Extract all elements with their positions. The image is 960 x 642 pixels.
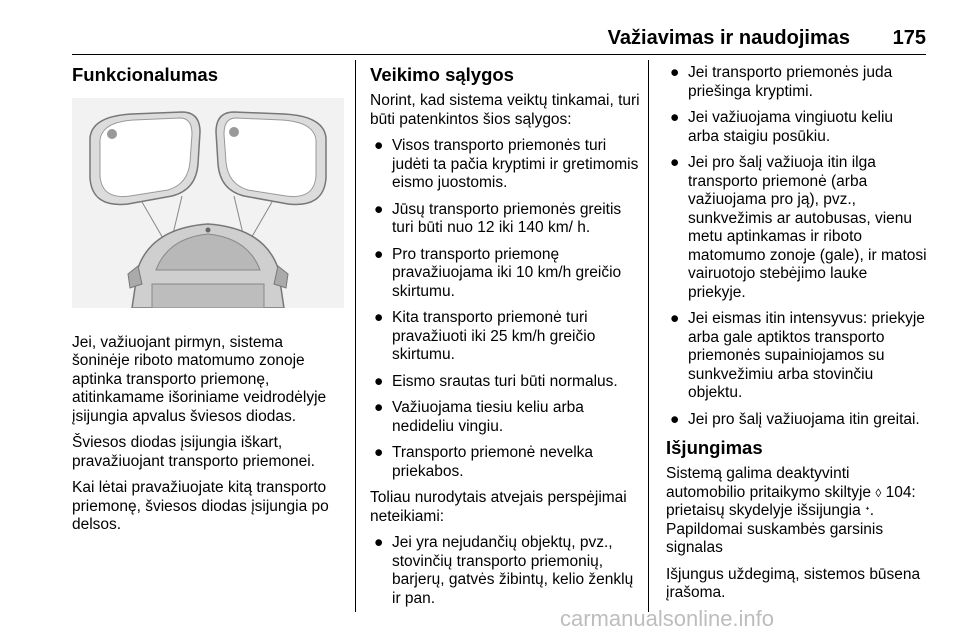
bullet-icon: ● xyxy=(374,444,384,461)
list-item: ● Važiuojama tiesiu keliu arba nedideliu vingiu. xyxy=(374,399,584,435)
section-heading-deactivation: Išjungimas xyxy=(666,437,763,458)
column-functionality xyxy=(72,64,344,543)
list-item: ● Jei yra nejudančių objektų, pvz., stovinčių transporto priemonių, barjerų, gatvės žibintų, kelio ženklų ir pan. xyxy=(374,534,634,607)
side-blind-zone-icon: ᐩ xyxy=(865,504,870,518)
list-item: ● Jei eismas itin intensyvus: priekyje arba gale aptiktos transporto priemonės supainiojamos su sunkvežimiu arba stovinčiu objektu. xyxy=(670,310,925,401)
list-item: ● Jei pro šalį važiuoja itin ilga transporto priemonė (arba važiuojama pro ją), pvz., sunkvežimis ar autobusas, vienu metu aptinkamas ir riboto matomumo zonoje (gale), ir matosi vairuotojo stebėjimo lauke priekyje. xyxy=(670,154,927,301)
bullet-icon: ● xyxy=(670,310,680,327)
bullet-icon: ● xyxy=(374,534,384,551)
page-number: 175 xyxy=(892,27,926,49)
list-item: ● Jei transporto priemonės juda priešinga kryptimi. xyxy=(670,64,893,100)
bullet-icon: ● xyxy=(670,154,680,171)
chapter-title: Važiavimas ir naudojimas xyxy=(607,27,850,49)
no-warning-list-continued xyxy=(666,64,928,429)
column-divider xyxy=(355,60,356,612)
paragraph: Išjungus uždegimą, sistemos būsena įrašoma. xyxy=(666,565,921,601)
column-operating-conditions xyxy=(370,64,640,616)
paragraph: Sistemą galima deaktyvinti automobilio pritaikymo skiltyje ◊ 104: prietaisų skydelyje išsijungia ᐩ. Papildomai suskambės garsinis signalas xyxy=(666,465,916,556)
watermark: carmanualsonline.info xyxy=(560,606,775,631)
header-rule xyxy=(72,54,926,55)
bullet-icon: ● xyxy=(670,64,680,81)
conditions-list xyxy=(370,137,640,481)
list-item: ● Pro transporto priemonę pravažiuojama iki 10 km/h greičio skirtumu. xyxy=(374,245,622,300)
paragraph: Jei, važiuojant pirmyn, sistema šoninėje riboto matomumo zonoje aptinka transporto priemonę, atitinkamame išoriniame veidrodėlyje įsijungia apvalus šviesos diodas. xyxy=(72,333,327,425)
list-item: ● Visos transporto priemonės turi judėti ta pačia kryptimi ir gretimomis eismo juostomis. xyxy=(374,137,639,191)
section-heading-functionality: Funkcionalumas xyxy=(72,64,218,85)
list-item: ● Kita transporto priemonė turi pravažiuoti iki 25 km/h greičio skirtumu. xyxy=(374,309,596,363)
column-deactivation xyxy=(666,64,928,611)
list-item: ● Jei pro šalį važiuojama itin greitai. xyxy=(670,410,920,428)
list-item: ● Transporto priemonė nevelka priekabos. xyxy=(374,444,594,480)
paragraph: Šviesos diodas įsijungia iškart, pravažiuojant transporto priemonei. xyxy=(72,434,315,470)
paragraph: Kai lėtai pravažiuojate kitą transporto priemonę, šviesos diodas įsijungia po delsos. xyxy=(72,479,329,533)
paragraph: Norint, kad sistema veiktų tinkamai, turi būti patenkintos šios sąlygos: xyxy=(370,92,640,128)
no-warning-list xyxy=(370,534,640,608)
column-divider xyxy=(648,60,649,612)
bullet-icon: ● xyxy=(374,200,384,218)
bullet-icon: ● xyxy=(374,372,384,390)
bullet-icon: ● xyxy=(374,399,384,416)
bullet-icon: ● xyxy=(374,309,384,326)
mirror-illustration xyxy=(72,98,344,308)
bullet-icon: ● xyxy=(374,245,384,263)
page-header xyxy=(0,0,960,56)
bullet-icon: ● xyxy=(670,410,680,428)
list-item: ● Jei važiuojama vingiuotu keliu arba staigiu posūkiu. xyxy=(670,109,894,145)
list-item: ● Eismo srautas turi būti normalus. xyxy=(374,372,618,390)
bullet-icon: ● xyxy=(374,137,384,154)
bullet-icon: ● xyxy=(670,109,680,126)
page-reference-icon: ◊ xyxy=(875,485,882,500)
section-heading-conditions: Veikimo sąlygos xyxy=(370,64,514,85)
paragraph: Toliau nurodytais atvejais perspėjimai neteikiami: xyxy=(370,489,627,525)
list-item: ● Jūsų transporto priemonės greitis turi būti nuo 12 iki 140 km/ h. xyxy=(374,200,622,236)
